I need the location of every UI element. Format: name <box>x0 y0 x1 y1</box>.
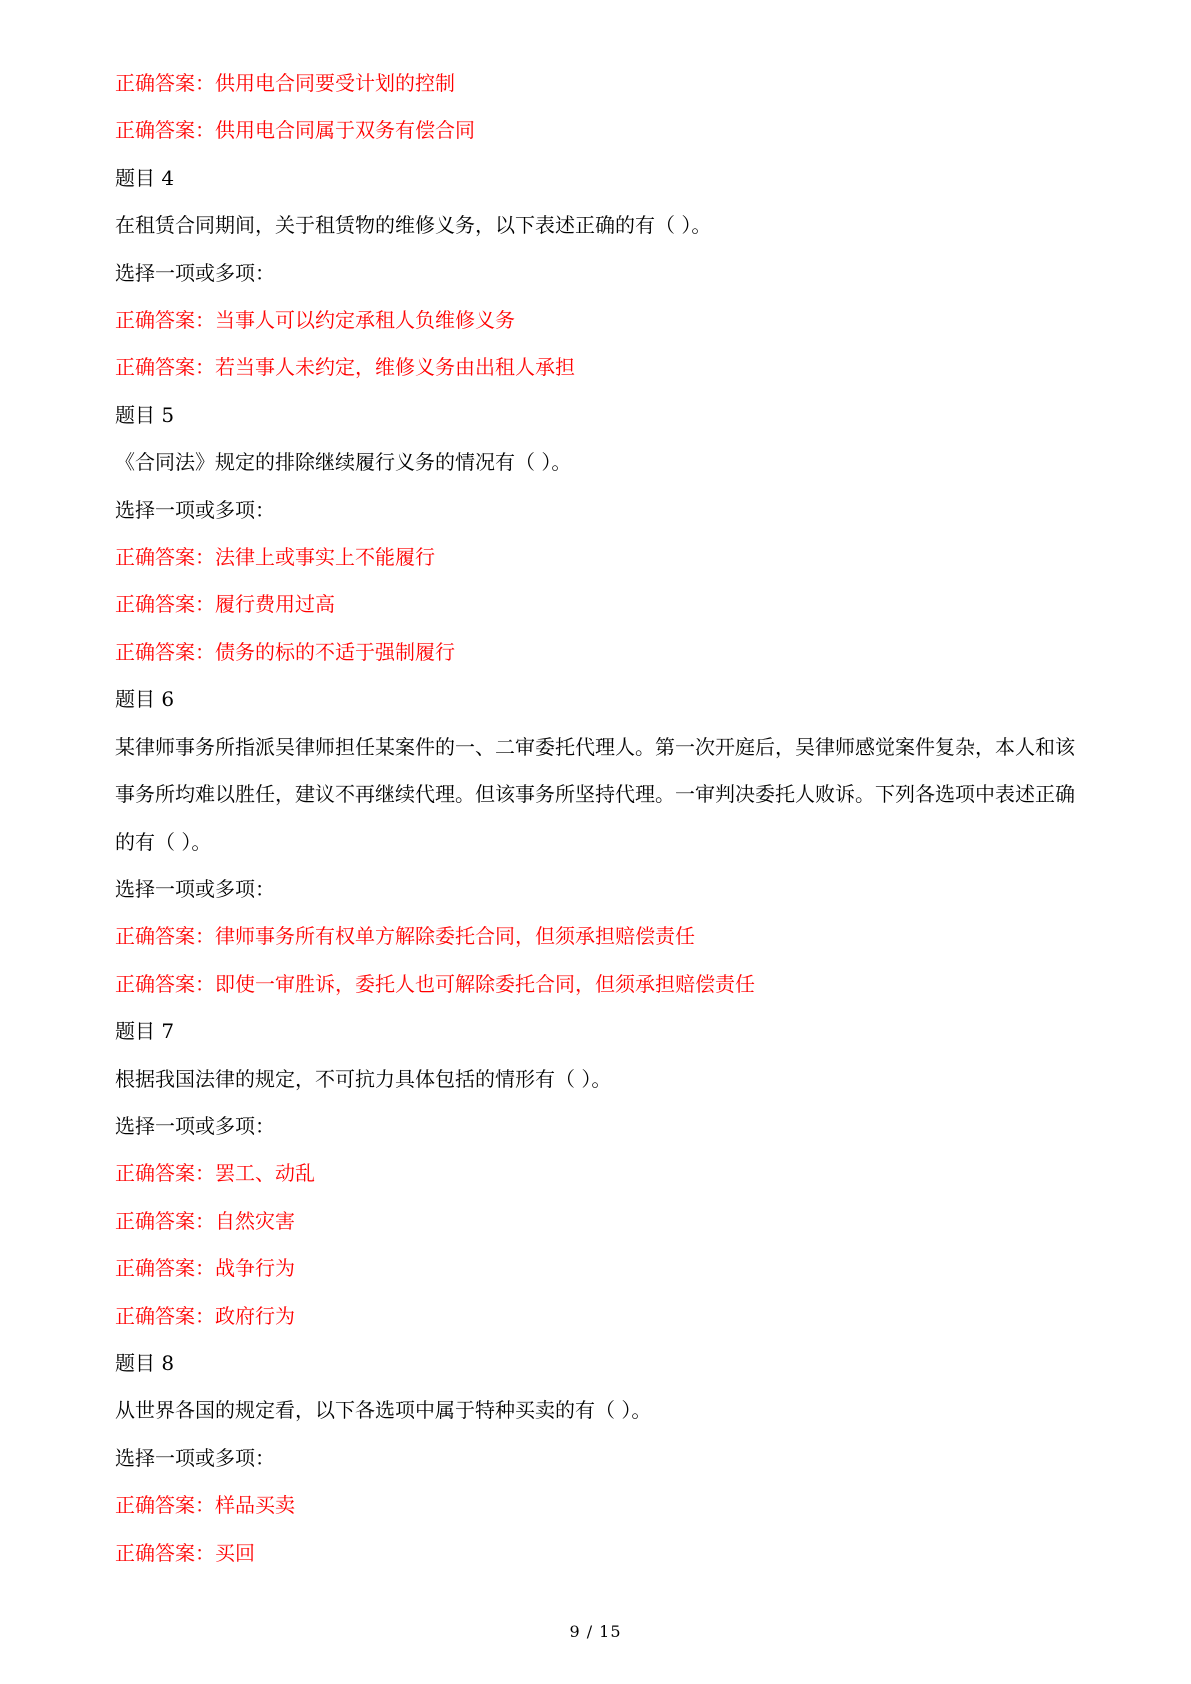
page-number: 9 / 15 <box>569 1622 622 1641</box>
document-body <box>115 60 1075 1577</box>
question-text: 某律师事务所指派吴律师担任某案件的一、二审委托代理人。第一次开庭后，吴律师感觉案件复杂，本人和该事务所均难以胜任，建议不再继续代理。但该事务所坚持代理。一审判决委托人败诉。下列各选项中表述正确的有（ ）。 <box>115 734 1075 854</box>
question-heading: 题目 4 <box>115 165 175 190</box>
select-prompt: 选择一项或多项： <box>115 876 275 901</box>
select-prompt: 选择一项或多项： <box>115 260 275 285</box>
correct-answer: 正确答案：自然灾害 <box>115 1208 295 1233</box>
correct-answer: 正确答案：履行费用过高 <box>115 592 335 617</box>
question-heading: 题目 6 <box>115 687 175 712</box>
correct-answer: 正确答案：供用电合同属于双务有偿合同 <box>115 118 475 143</box>
correct-answer: 正确答案：政府行为 <box>115 1303 295 1328</box>
correct-answer: 正确答案：买回 <box>115 1540 255 1565</box>
correct-answer: 正确答案：样品买卖 <box>115 1493 295 1518</box>
correct-answer: 正确答案：当事人可以约定承租人负维修义务 <box>115 308 515 333</box>
question-text: 根据我国法律的规定，不可抗力具体包括的情形有（ ）。 <box>115 1066 612 1091</box>
question-text: 在租赁合同期间，关于租赁物的维修义务，以下表述正确的有（ ）。 <box>115 213 712 238</box>
correct-answer: 正确答案：若当事人未约定，维修义务由出租人承担 <box>115 355 575 380</box>
correct-answer: 正确答案：债务的标的不适于强制履行 <box>115 639 455 664</box>
correct-answer: 正确答案：法律上或事实上不能履行 <box>115 545 435 570</box>
select-prompt: 选择一项或多项： <box>115 497 275 522</box>
correct-answer: 正确答案：供用电合同要受计划的控制 <box>115 71 455 95</box>
correct-answer: 正确答案：律师事务所有权单方解除委托合同，但须承担赔偿责任 <box>115 924 695 949</box>
select-prompt: 选择一项或多项： <box>115 1113 275 1138</box>
question-text: 从世界各国的规定看，以下各选项中属于特种买卖的有（ ）。 <box>115 1398 652 1423</box>
question-heading: 题目 7 <box>115 1019 175 1044</box>
select-prompt: 选择一项或多项： <box>115 1445 275 1470</box>
correct-answer: 正确答案：罢工、动乱 <box>115 1161 315 1186</box>
question-heading: 题目 8 <box>115 1350 175 1375</box>
correct-answer: 正确答案：战争行为 <box>115 1256 295 1281</box>
question-text: 《合同法》规定的排除继续履行义务的情况有（ ）。 <box>115 450 572 475</box>
question-heading: 题目 5 <box>115 402 175 427</box>
correct-answer: 正确答案：即使一审胜诉，委托人也可解除委托合同，但须承担赔偿责任 <box>115 971 755 996</box>
